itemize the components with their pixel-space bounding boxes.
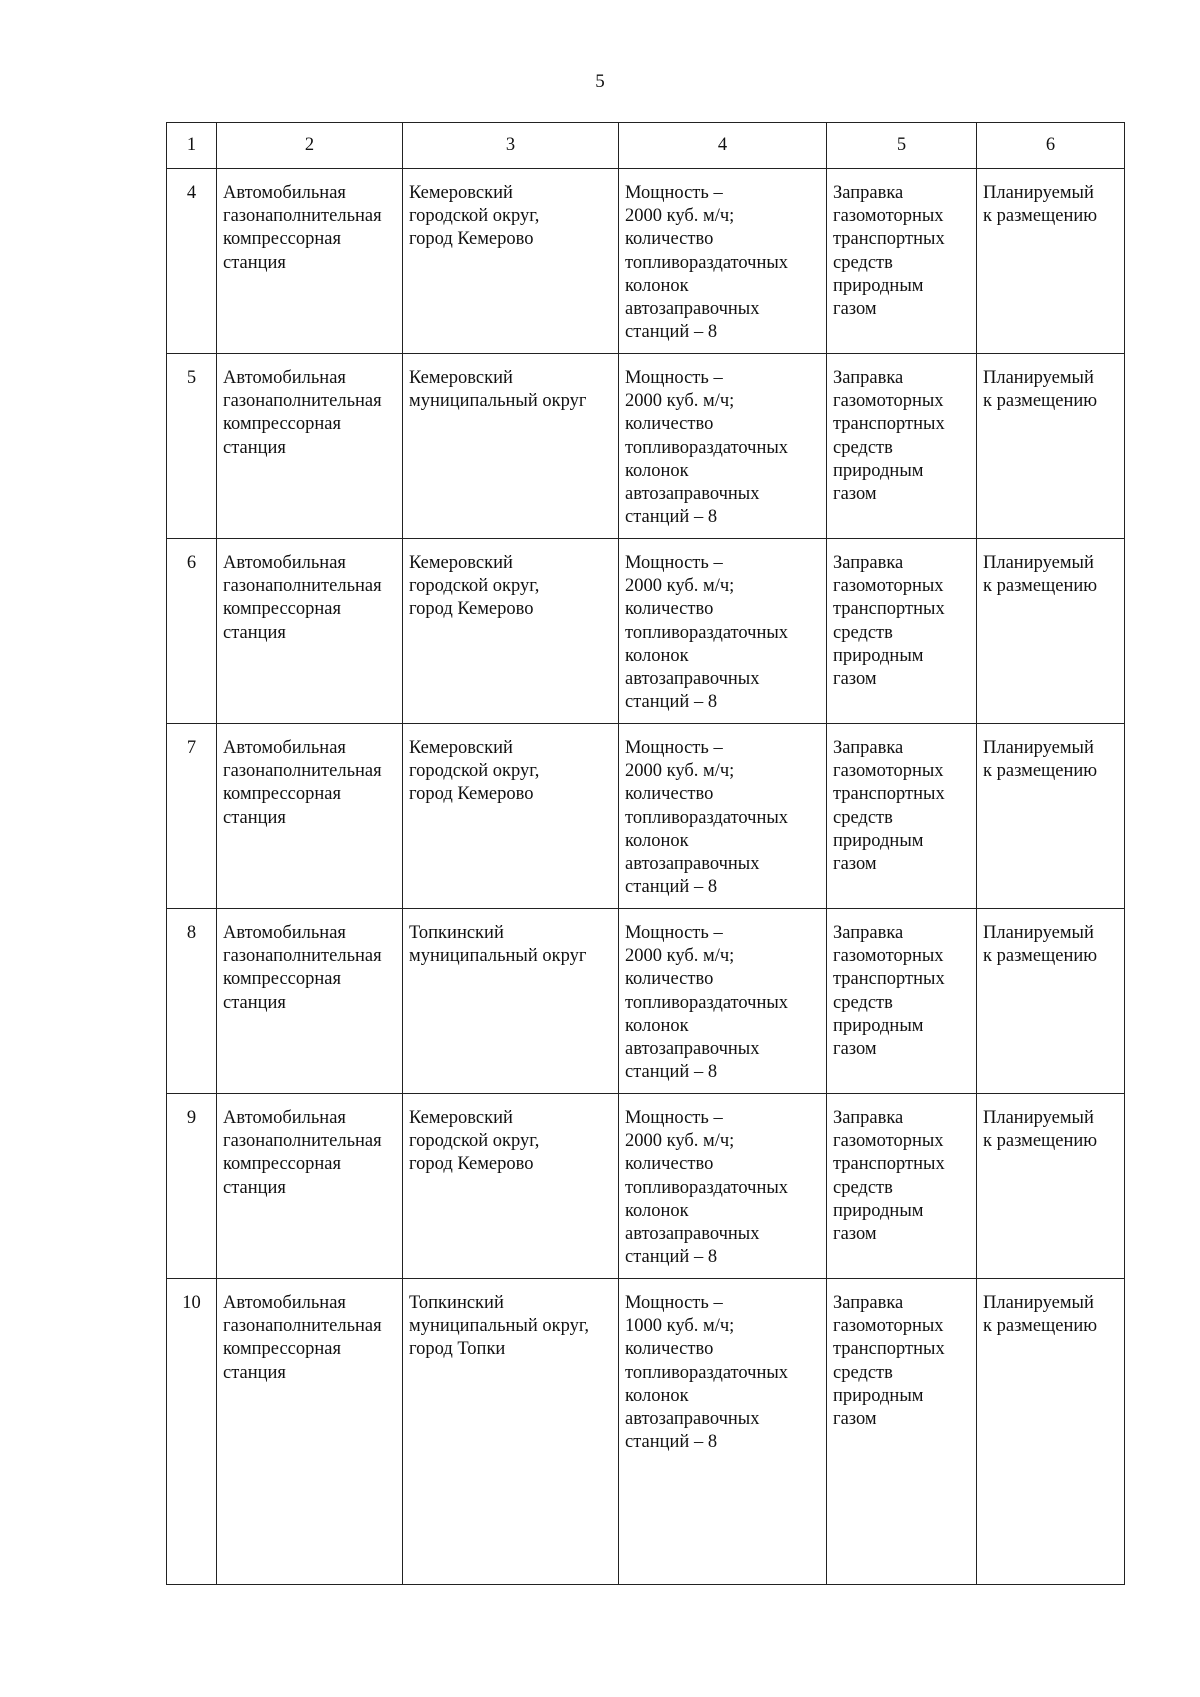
row-number-cell: 10 xyxy=(167,1279,217,1585)
table-row xyxy=(167,1279,1125,1585)
facility-name-cell: Автомобильная газонаполнительная компрессорная станция xyxy=(217,169,403,354)
facility-name-cell: Автомобильная газонаполнительная компрессорная станция xyxy=(217,1279,403,1585)
status-cell: Планируемый к размещению xyxy=(977,1279,1125,1585)
table-header-row xyxy=(167,123,1125,169)
purpose-cell: Заправка газомоторных транспортных средств природным газом xyxy=(827,1094,977,1279)
status-cell: Планируемый к размещению xyxy=(977,539,1125,724)
purpose-cell: Заправка газомоторных транспортных средств природным газом xyxy=(827,1279,977,1585)
purpose-cell: Заправка газомоторных транспортных средств природным газом xyxy=(827,354,977,539)
characteristics-cell: Мощность – 1000 куб. м/ч; количество топливораздаточных колонок автозаправочных станций – 8 xyxy=(619,1279,827,1585)
row-number-cell: 8 xyxy=(167,909,217,1094)
characteristics-cell: Мощность – 2000 куб. м/ч; количество топливораздаточных колонок автозаправочных станций – 8 xyxy=(619,1094,827,1279)
status-cell: Планируемый к размещению xyxy=(977,724,1125,909)
location-cell: Кемеровский городской округ, город Кемерово xyxy=(403,1094,619,1279)
column-header: 4 xyxy=(619,123,827,169)
table-row xyxy=(167,724,1125,909)
status-cell: Планируемый к размещению xyxy=(977,354,1125,539)
row-number-cell: 7 xyxy=(167,724,217,909)
characteristics-cell: Мощность – 2000 куб. м/ч; количество топливораздаточных колонок автозаправочных станций – 8 xyxy=(619,724,827,909)
table-row xyxy=(167,354,1125,539)
row-number-cell: 5 xyxy=(167,354,217,539)
column-header: 1 xyxy=(167,123,217,169)
characteristics-cell: Мощность – 2000 куб. м/ч; количество топливораздаточных колонок автозаправочных станций – 8 xyxy=(619,539,827,724)
purpose-cell: Заправка газомоторных транспортных средств природным газом xyxy=(827,169,977,354)
column-header: 2 xyxy=(217,123,403,169)
status-cell: Планируемый к размещению xyxy=(977,909,1125,1094)
characteristics-cell: Мощность – 2000 куб. м/ч; количество топливораздаточных колонок автозаправочных станций – 8 xyxy=(619,909,827,1094)
location-cell: Кемеровский муниципальный округ xyxy=(403,354,619,539)
characteristics-cell: Мощность – 2000 куб. м/ч; количество топливораздаточных колонок автозаправочных станций – 8 xyxy=(619,354,827,539)
facility-name-cell: Автомобильная газонаполнительная компрессорная станция xyxy=(217,354,403,539)
status-cell: Планируемый к размещению xyxy=(977,1094,1125,1279)
column-header: 6 xyxy=(977,123,1125,169)
row-number-cell: 4 xyxy=(167,169,217,354)
facility-name-cell: Автомобильная газонаполнительная компрессорная станция xyxy=(217,1094,403,1279)
facilities-table xyxy=(166,122,1125,1585)
row-number-cell: 9 xyxy=(167,1094,217,1279)
facility-name-cell: Автомобильная газонаполнительная компрессорная станция xyxy=(217,539,403,724)
column-header: 3 xyxy=(403,123,619,169)
location-cell: Кемеровский городской округ, город Кемерово xyxy=(403,169,619,354)
location-cell: Топкинский муниципальный округ, город Топки xyxy=(403,1279,619,1585)
purpose-cell: Заправка газомоторных транспортных средств природным газом xyxy=(827,724,977,909)
row-number-cell: 6 xyxy=(167,539,217,724)
status-cell: Планируемый к размещению xyxy=(977,169,1125,354)
facility-name-cell: Автомобильная газонаполнительная компрессорная станция xyxy=(217,909,403,1094)
location-cell: Кемеровский городской округ, город Кемерово xyxy=(403,539,619,724)
table-row xyxy=(167,909,1125,1094)
purpose-cell: Заправка газомоторных транспортных средств природным газом xyxy=(827,909,977,1094)
location-cell: Топкинский муниципальный округ xyxy=(403,909,619,1094)
table-row xyxy=(167,169,1125,354)
purpose-cell: Заправка газомоторных транспортных средств природным газом xyxy=(827,539,977,724)
facility-name-cell: Автомобильная газонаполнительная компрессорная станция xyxy=(217,724,403,909)
page-number: 5 xyxy=(595,71,605,92)
location-cell: Кемеровский городской округ, город Кемерово xyxy=(403,724,619,909)
table-row xyxy=(167,1094,1125,1279)
table-row xyxy=(167,539,1125,724)
column-header: 5 xyxy=(827,123,977,169)
characteristics-cell: Мощность – 2000 куб. м/ч; количество топливораздаточных колонок автозаправочных станций – 8 xyxy=(619,169,827,354)
